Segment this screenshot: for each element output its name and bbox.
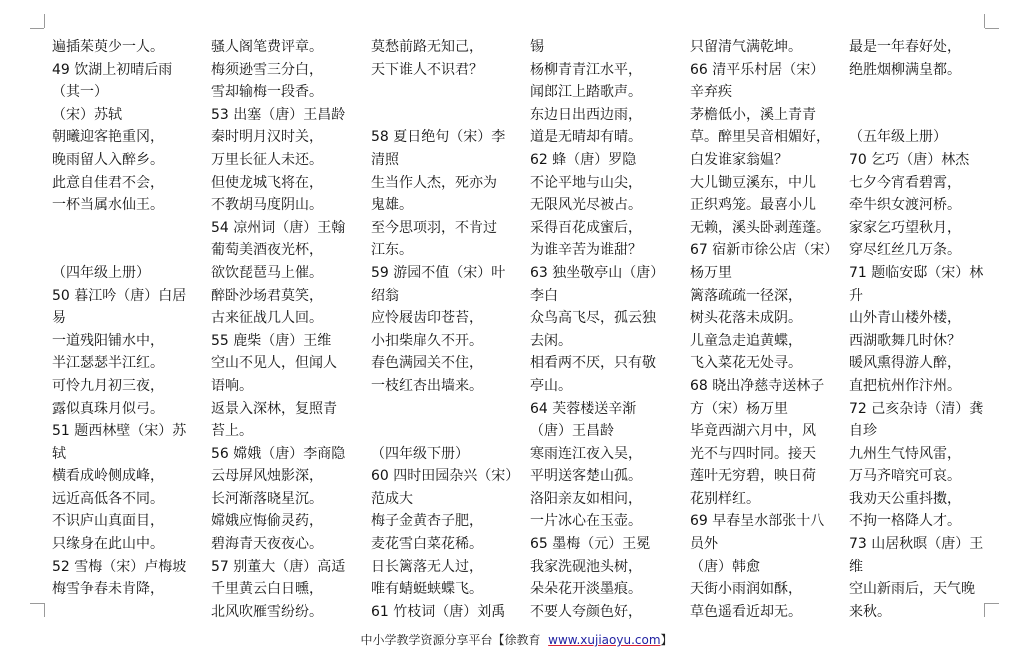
text-line [849, 104, 997, 127]
text-line: 63 独坐敬亭山（唐） [530, 264, 665, 281]
text-line: 九州生气恃风雷， [849, 445, 961, 462]
text-line: 71 题临安邸（宋）林 [849, 264, 984, 281]
text-line [371, 420, 519, 443]
text-column-6 [849, 36, 997, 623]
text-line: 69 早春呈水部张十八 [690, 513, 825, 530]
text-line: 众鸟高飞尽，孤云独 [530, 310, 656, 327]
text-line: 大儿锄豆溪东，中儿 [690, 174, 816, 191]
text-line: 我劝天公重抖擞， [849, 490, 961, 507]
text-line: 锡 [530, 39, 544, 55]
text-line: 古来征战几人回。 [211, 310, 323, 327]
text-line: 51 题西林壁（宋）苏 [52, 423, 187, 440]
text-line: 56 嫦娥（唐）李商隐 [211, 445, 346, 462]
text-line: 树头花落未成阴。 [690, 310, 802, 327]
text-line: 天街小雨润如酥， [690, 581, 802, 598]
text-line: 此意自佳君不会， [52, 174, 164, 191]
text-line: 春色满园关不住， [371, 355, 483, 372]
text-line: 我家洗砚池头树， [530, 558, 642, 575]
text-line: 千里黄云白日曛， [211, 581, 323, 598]
text-line: 暖风熏得游人醉， [849, 355, 961, 372]
text-line: 来秋。 [849, 603, 891, 620]
text-line: 小扣柴扉久不开。 [371, 332, 483, 349]
text-line: 亭山。 [530, 377, 572, 394]
text-line [52, 217, 200, 240]
footer-url-link[interactable]: www.xujiaoyu.com [548, 633, 661, 647]
crop-mark-top-right-h [985, 28, 999, 29]
footer-bracket-close: 】 [660, 633, 673, 647]
text-line: 一片冰心在玉壶。 [530, 513, 642, 530]
text-line: （唐）王昌龄 [530, 423, 614, 440]
text-line: 60 四时田园杂兴（宋） [371, 468, 520, 485]
text-line: （五年级上册） [849, 129, 947, 146]
text-line: （其一） [52, 84, 108, 101]
text-line: 李白 [530, 287, 558, 304]
text-line: 雪却输梅一段香。 [211, 84, 323, 101]
text-line: 轼 [52, 445, 66, 462]
text-line: 清照 [371, 151, 399, 168]
crop-mark-top-left-h [30, 28, 44, 29]
text-line: 58 夏日绝句（宋）李 [371, 129, 506, 146]
text-line: 梅子金黄杏子肥， [371, 513, 483, 530]
text-line: 穿尽红丝几万条。 [849, 242, 961, 259]
text-line: 欲饮琵琶马上催。 [211, 264, 323, 281]
page-footer [0, 631, 1033, 648]
text-column-2 [211, 36, 359, 623]
text-column-5 [690, 36, 838, 623]
text-line [52, 239, 200, 262]
text-line: 云母屏风烛影深， [211, 468, 323, 485]
text-line: 山外青山楼外楼， [849, 310, 961, 327]
text-line: 梅须逊雪三分白， [211, 61, 323, 78]
text-line: 七夕今宵看碧霄， [849, 174, 961, 191]
text-line [371, 81, 519, 104]
text-line: 范成大 [371, 490, 413, 507]
text-line: 道是无晴却有晴。 [530, 129, 642, 146]
text-line: 飞入菜花无处寻。 [690, 355, 802, 372]
text-line: 正织鸡笼。最喜小儿 [690, 197, 816, 214]
text-line: 57 别董大（唐）高适 [211, 558, 346, 575]
text-line: 秦时明月汉时关， [211, 129, 323, 146]
text-line: 遍插茱萸少一人。 [52, 39, 164, 55]
text-line: 一杯当属水仙王。 [52, 197, 164, 214]
text-line: （宋）苏轼 [52, 106, 122, 123]
text-line: 70 乞巧（唐）林杰 [849, 151, 970, 168]
text-line: 苔上。 [211, 423, 253, 440]
text-line: 易 [52, 310, 66, 327]
text-line: 62 蜂（唐）罗隐 [530, 151, 637, 168]
text-line: 去闲。 [530, 332, 572, 349]
text-line: 毕竟西湖六月中，风 [690, 423, 816, 440]
text-line: 杨万里 [690, 264, 732, 281]
text-line: 一枝红杏出墙来。 [371, 377, 483, 394]
text-line: 为谁辛苦为谁甜？ [530, 242, 642, 259]
text-line: 至今思项羽，不肯过 [371, 219, 497, 236]
text-line: 花别样红。 [690, 490, 760, 507]
text-line: 寒雨连江夜入吴， [530, 445, 642, 462]
text-line: 只缘身在此山中。 [52, 536, 164, 553]
text-line: 应怜屐齿印苍苔， [371, 310, 483, 327]
text-line: 绍翁 [371, 287, 399, 304]
text-line: 返景入深林，复照青 [211, 400, 337, 417]
text-line: 语响。 [211, 377, 253, 394]
crop-mark-bottom-left-h [30, 603, 44, 604]
text-line [371, 398, 519, 421]
text-line: 67 宿新市徐公店（宋） [690, 242, 839, 259]
text-line: 牵牛织女渡河桥。 [849, 197, 961, 214]
text-line: 辛弃疾 [690, 84, 732, 101]
text-line: 升 [849, 287, 863, 304]
text-line: 不论平地与山尖， [530, 174, 642, 191]
text-line: 骚人阁笔费评章。 [211, 39, 323, 55]
text-line: 日长篱落无人过， [371, 558, 483, 575]
text-line: 光不与四时同。接天 [690, 445, 816, 462]
text-line: 不要人夸颜色好， [530, 603, 642, 620]
text-line: 莲叶无穷碧，映日荷 [690, 468, 816, 485]
text-line: 草。醉里吴音相媚好， [690, 129, 830, 146]
text-line: 江东。 [371, 242, 413, 259]
text-line: 66 清平乐村居（宋） [690, 61, 825, 78]
text-column-1 [52, 36, 200, 601]
text-line: 空山不见人，但闻人 [211, 355, 337, 372]
text-line: 52 雪梅（宋）卢梅坡 [52, 558, 187, 575]
text-line: 但使龙城飞将在， [211, 174, 323, 191]
text-line: 白发谁家翁媪？ [690, 151, 788, 168]
text-line: 生当作人杰，死亦为 [371, 174, 497, 191]
text-line: 半江瑟瑟半江红。 [52, 355, 164, 372]
text-line: （四年级下册） [371, 445, 469, 462]
text-line: 无限风光尽被占。 [530, 197, 642, 214]
text-line: 万马齐喑究可哀。 [849, 468, 961, 485]
text-line: 露似真珠月似弓。 [52, 400, 164, 417]
text-line: 家家乞巧望秋月， [849, 219, 961, 236]
footer-bracket-open: 【 [492, 633, 505, 647]
crop-mark-top-right [984, 14, 985, 28]
crop-mark-top-left [44, 14, 45, 28]
text-line: 洛阳亲友如相问， [530, 490, 642, 507]
text-line: 49 饮湖上初晴后雨 [52, 61, 173, 78]
text-line: 万里长征人未还。 [211, 151, 323, 168]
text-line: 最是一年春好处， [849, 39, 961, 55]
text-line: 朝曦迎客艳重冈， [52, 129, 164, 146]
text-column-3 [371, 36, 519, 623]
text-line: 平明送客楚山孤。 [530, 468, 642, 485]
text-column-4 [530, 36, 678, 623]
text-line: （唐）韩愈 [690, 558, 760, 575]
text-line: 68 晓出净慈寺送林子 [690, 377, 825, 394]
text-line: 儿童急走追黄蝶， [690, 332, 802, 349]
text-line: 采得百花成蜜后， [530, 219, 642, 236]
text-line: 篱落疏疏一径深， [690, 287, 802, 304]
text-line: 73 山居秋暝（唐）王 [849, 536, 984, 553]
text-line: 北风吹雁雪纷纷。 [211, 603, 323, 620]
text-line: 葡萄美酒夜光杯， [211, 242, 323, 259]
text-line: 鬼雄。 [371, 197, 413, 214]
text-line: 草色遥看近却无。 [690, 603, 802, 620]
text-line: 65 墨梅（元）王冕 [530, 536, 651, 553]
text-line: 相看两不厌，只有敬 [530, 355, 656, 372]
text-line: 自珍 [849, 423, 877, 440]
text-line: 一道残阳铺水中， [52, 332, 164, 349]
text-line: 64 芙蓉楼送辛渐 [530, 400, 637, 417]
text-line: 麦花雪白菜花稀。 [371, 536, 483, 553]
text-line: 醉卧沙场君莫笑， [211, 287, 323, 304]
text-line: 横看成岭侧成峰， [52, 468, 164, 485]
text-line: 50 暮江吟（唐）白居 [52, 287, 187, 304]
text-line: 晚雨留人入醉乡。 [52, 151, 164, 168]
text-line [849, 81, 997, 104]
text-line: 不教胡马度阴山。 [211, 197, 323, 214]
text-line: 员外 [690, 536, 718, 553]
text-line: 不拘一格降人才。 [849, 513, 961, 530]
text-line: 莫愁前路无知己， [371, 39, 483, 55]
text-line: 闻郎江上踏歌声。 [530, 84, 642, 101]
text-line: 直把杭州作汴州。 [849, 377, 961, 394]
text-line: 东边日出西边雨， [530, 106, 642, 123]
footer-brand: 徐教育 [504, 633, 541, 647]
text-line: （四年级上册） [52, 264, 150, 281]
crop-mark-bottom-left [44, 603, 45, 617]
text-line: 西湖歌舞几时休？ [849, 332, 961, 349]
text-line [371, 104, 519, 127]
text-line: 53 出塞（唐）王昌龄 [211, 106, 346, 123]
footer-platform: 中小学教学资源分享平台 [360, 633, 493, 647]
text-line: 朵朵花开淡墨痕。 [530, 581, 642, 598]
text-line: 长河渐落晓星沉。 [211, 490, 323, 507]
text-line: 碧海青天夜夜心。 [211, 536, 323, 553]
text-line: 无赖，溪头卧剥莲蓬。 [690, 219, 830, 236]
text-line: 唯有蜻蜓蛱蝶飞。 [371, 581, 483, 598]
text-line: 59 游园不值（宋）叶 [371, 264, 506, 281]
text-line: 不识庐山真面目， [52, 513, 164, 530]
text-line: 54 凉州词（唐）王翰 [211, 219, 346, 236]
text-line: 方（宋）杨万里 [690, 400, 788, 417]
text-line: 可怜九月初三夜， [52, 377, 164, 394]
text-line: 55 鹿柴（唐）王维 [211, 332, 332, 349]
text-line: 只留清气满乾坤。 [690, 39, 802, 55]
text-line: 维 [849, 558, 863, 575]
text-line: 杨柳青青江水平， [530, 61, 642, 78]
text-line: 72 己亥杂诗（清）龚 [849, 400, 984, 417]
text-line: 茅檐低小，溪上青青 [690, 106, 816, 123]
text-line: 梅雪争春未肯降， [52, 581, 164, 598]
text-line: 嫦娥应悔偷灵药， [211, 513, 323, 530]
text-line: 空山新雨后，天气晚 [849, 581, 975, 598]
text-line: 远近高低各不同。 [52, 490, 164, 507]
text-line: 绝胜烟柳满皇都。 [849, 61, 961, 78]
text-line: 61 竹枝词（唐）刘禹 [371, 603, 506, 620]
text-line: 天下谁人不识君？ [371, 61, 483, 78]
